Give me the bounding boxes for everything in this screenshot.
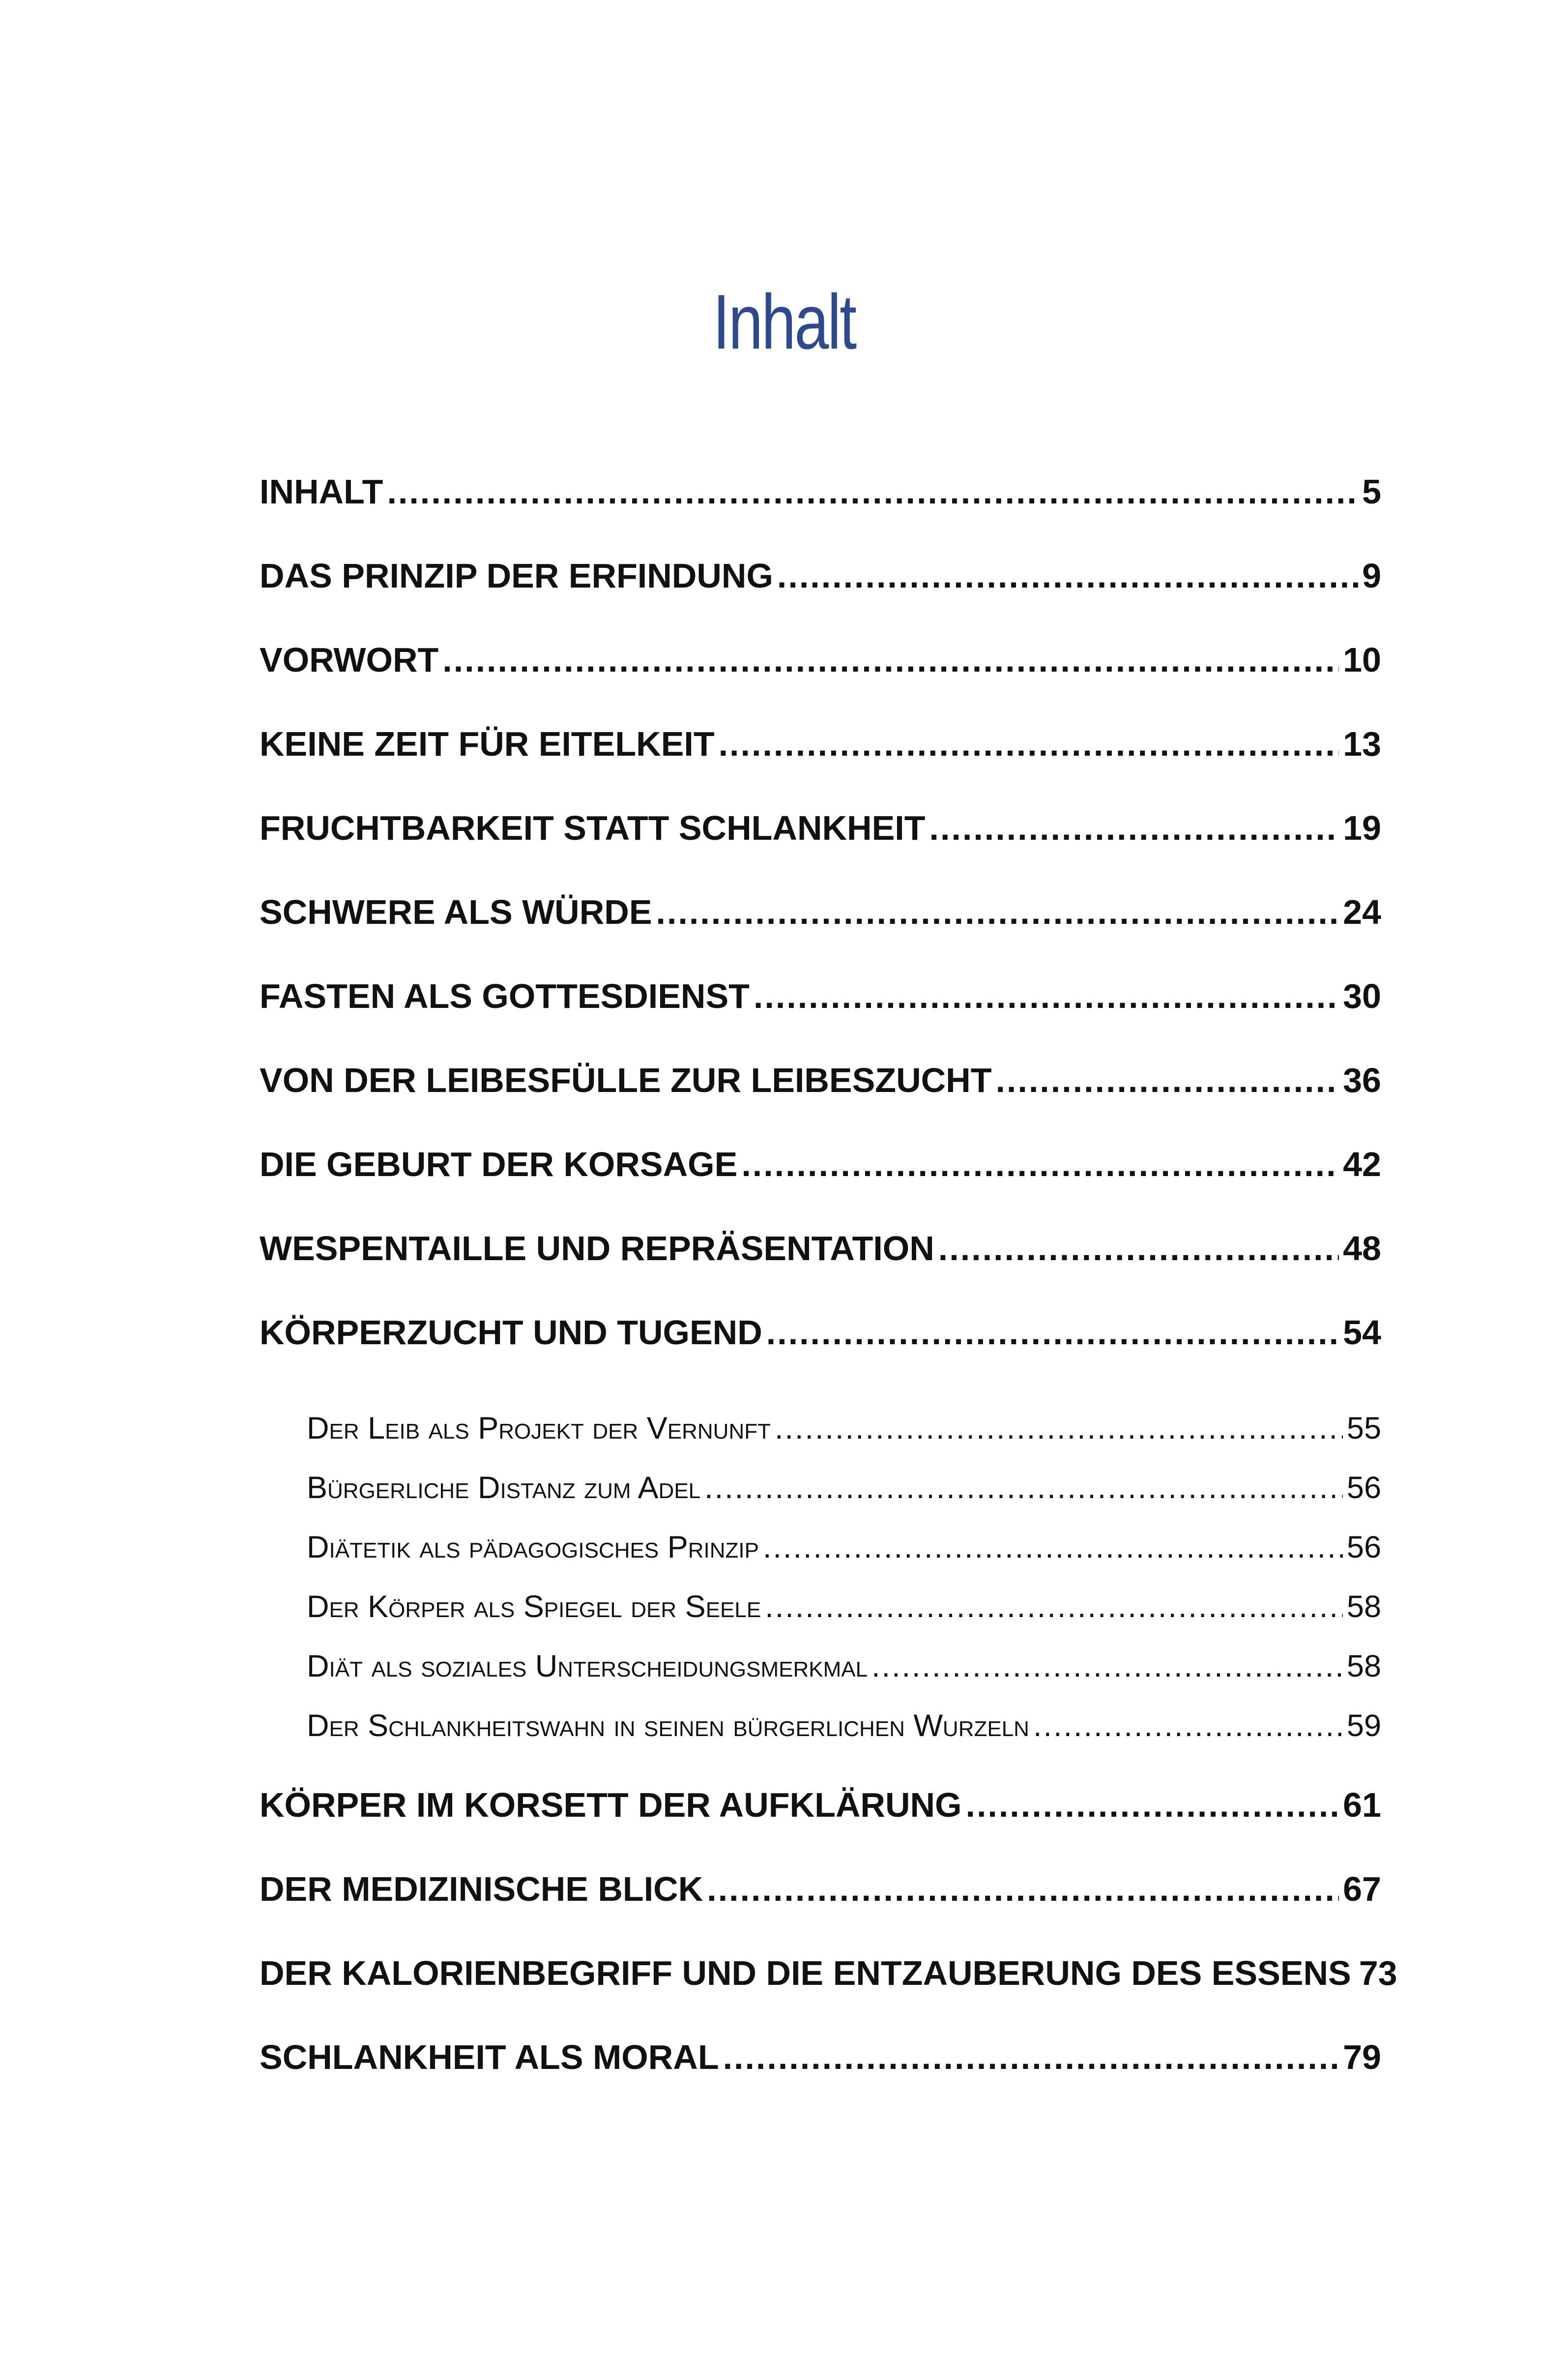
dot-leader (719, 724, 1339, 764)
toc-chapter-entry[interactable] (260, 556, 1381, 640)
dot-leader (765, 1589, 1343, 1624)
toc-page-number: 13 (1343, 725, 1381, 763)
toc-entry-label: Der Körper als Spiegel der Seele (307, 1590, 761, 1624)
toc-subsection-entry[interactable] (260, 1649, 1381, 1708)
toc-page-number: 19 (1343, 809, 1381, 847)
toc-page-number: 59 (1346, 1709, 1381, 1743)
dot-leader (763, 1530, 1343, 1565)
dot-leader (775, 1411, 1343, 1446)
toc-chapter-entry[interactable] (260, 1953, 1397, 2037)
spacer (260, 1397, 1381, 1411)
dot-leader (387, 472, 1358, 511)
toc-entry-label: KÖRPER IM KORSETT DER AUFKLÄRUNG (260, 1786, 962, 1824)
dot-leader (938, 1229, 1339, 1268)
dot-leader (995, 1061, 1339, 1100)
toc-chapter-entry[interactable] (260, 472, 1381, 556)
toc-page-number: 30 (1343, 977, 1381, 1015)
toc-subsection-entry[interactable] (260, 1530, 1381, 1589)
page-title: Inhalt (712, 278, 855, 365)
toc-chapter-entry[interactable] (260, 1229, 1381, 1313)
toc-chapter-entry[interactable] (260, 892, 1381, 976)
toc-chapter-entry[interactable] (260, 1869, 1381, 1953)
dot-leader (442, 640, 1339, 679)
dot-leader (656, 892, 1339, 932)
toc-page-number: 56 (1346, 1530, 1381, 1564)
toc-chapter-entry[interactable] (260, 1313, 1381, 1397)
dot-leader (741, 1145, 1339, 1184)
toc-entry-label: VORWORT (260, 641, 439, 679)
dot-leader (766, 1313, 1339, 1352)
toc-page-number: 24 (1343, 893, 1381, 931)
toc-entry-label: VON DER LEIBESFÜLLE ZUR LEIBESZUCHT (260, 1061, 992, 1099)
toc-subsection-entry[interactable] (260, 1589, 1381, 1649)
dot-leader (754, 976, 1339, 1016)
toc-page-number: 54 (1343, 1313, 1381, 1352)
toc-chapter-entry[interactable] (260, 640, 1381, 724)
toc-page-number: 48 (1343, 1229, 1381, 1268)
dot-leader (1033, 1708, 1343, 1743)
toc-page-number: 9 (1362, 557, 1381, 595)
toc-entry-label: INHALT (260, 472, 383, 511)
toc-entry-label: WESPENTAILLE UND REPRÄSENTATION (260, 1229, 934, 1268)
toc-chapter-entry[interactable] (260, 808, 1381, 892)
toc-subsections (260, 1411, 1381, 1768)
toc-entry-label: DER KALORIENBEGRIFF UND DIE ENTZAUBERUNG DES ESSENS (260, 1954, 1351, 1992)
toc-page-number: 10 (1343, 641, 1381, 679)
toc-chapters-after (260, 1785, 1397, 2122)
toc-chapter-entry[interactable] (260, 724, 1381, 808)
dot-leader (704, 1470, 1343, 1505)
toc-chapters-before (260, 472, 1381, 1397)
toc-entry-label: FRUCHTBARKEIT STATT SCHLANKHEIT (260, 809, 926, 847)
toc-entry-label: Der Schlankheitswahn in seinen bürgerlichen Wurzeln (307, 1709, 1029, 1743)
toc-entry-label: Diät als soziales Unterscheidungsmerkmal (307, 1649, 868, 1683)
toc-subsection-entry[interactable] (260, 1411, 1381, 1470)
toc-page-number: 58 (1346, 1649, 1381, 1683)
dot-leader (777, 556, 1358, 595)
dot-leader (871, 1649, 1343, 1684)
toc-entry-label: Bürgerliche Distanz zum Adel (307, 1471, 701, 1505)
toc-entry-label: KÖRPERZUCHT UND TUGEND (260, 1313, 762, 1352)
dot-leader (723, 2037, 1339, 2077)
toc-page-number: 42 (1343, 1145, 1381, 1183)
toc-entry-label: DAS PRINZIP DER ERFINDUNG (260, 557, 773, 595)
toc-entry-label: KEINE ZEIT FÜR EITELKEIT (260, 725, 715, 763)
toc-chapter-entry[interactable] (260, 1145, 1381, 1229)
toc-subsection-entry[interactable] (260, 1708, 1381, 1768)
dot-leader (929, 808, 1339, 848)
toc-entry-label: Der Leib als Projekt der Vernunft (307, 1411, 771, 1446)
toc-chapter-entry[interactable] (260, 1785, 1381, 1869)
toc-page-number: 36 (1343, 1061, 1381, 1099)
toc-entry-label: SCHWERE ALS WÜRDE (260, 893, 652, 931)
toc-entry-label: SCHLANKHEIT ALS MORAL (260, 2038, 719, 2076)
spacer (260, 1768, 1381, 1785)
toc-page-number: 58 (1346, 1590, 1381, 1624)
toc-page-number: 67 (1343, 1870, 1381, 1908)
toc-chapter-entry[interactable] (260, 2037, 1381, 2122)
toc-subsection-entry[interactable] (260, 1470, 1381, 1530)
toc-chapter-entry[interactable] (260, 976, 1381, 1061)
toc-chapter-entry[interactable] (260, 1061, 1381, 1145)
dot-leader (966, 1785, 1339, 1825)
toc-page-number: 73 (1359, 1954, 1397, 1992)
toc-page-number: 5 (1362, 472, 1381, 511)
toc-entry-label: DIE GEBURT DER KORSAGE (260, 1145, 738, 1183)
toc-entry-label: FASTEN ALS GOTTESDIENST (260, 977, 750, 1015)
toc-page-number: 55 (1346, 1411, 1381, 1446)
toc-entry-label: Diätetik als pädagogisches Prinzip (307, 1530, 759, 1564)
toc-page-number: 61 (1343, 1786, 1381, 1824)
table-of-contents (260, 472, 1397, 2122)
toc-entry-label: DER MEDIZINISCHE BLICK (260, 1870, 703, 1908)
toc-page-number: 79 (1343, 2038, 1381, 2076)
toc-page-number: 56 (1346, 1471, 1381, 1505)
dot-leader (707, 1869, 1339, 1909)
